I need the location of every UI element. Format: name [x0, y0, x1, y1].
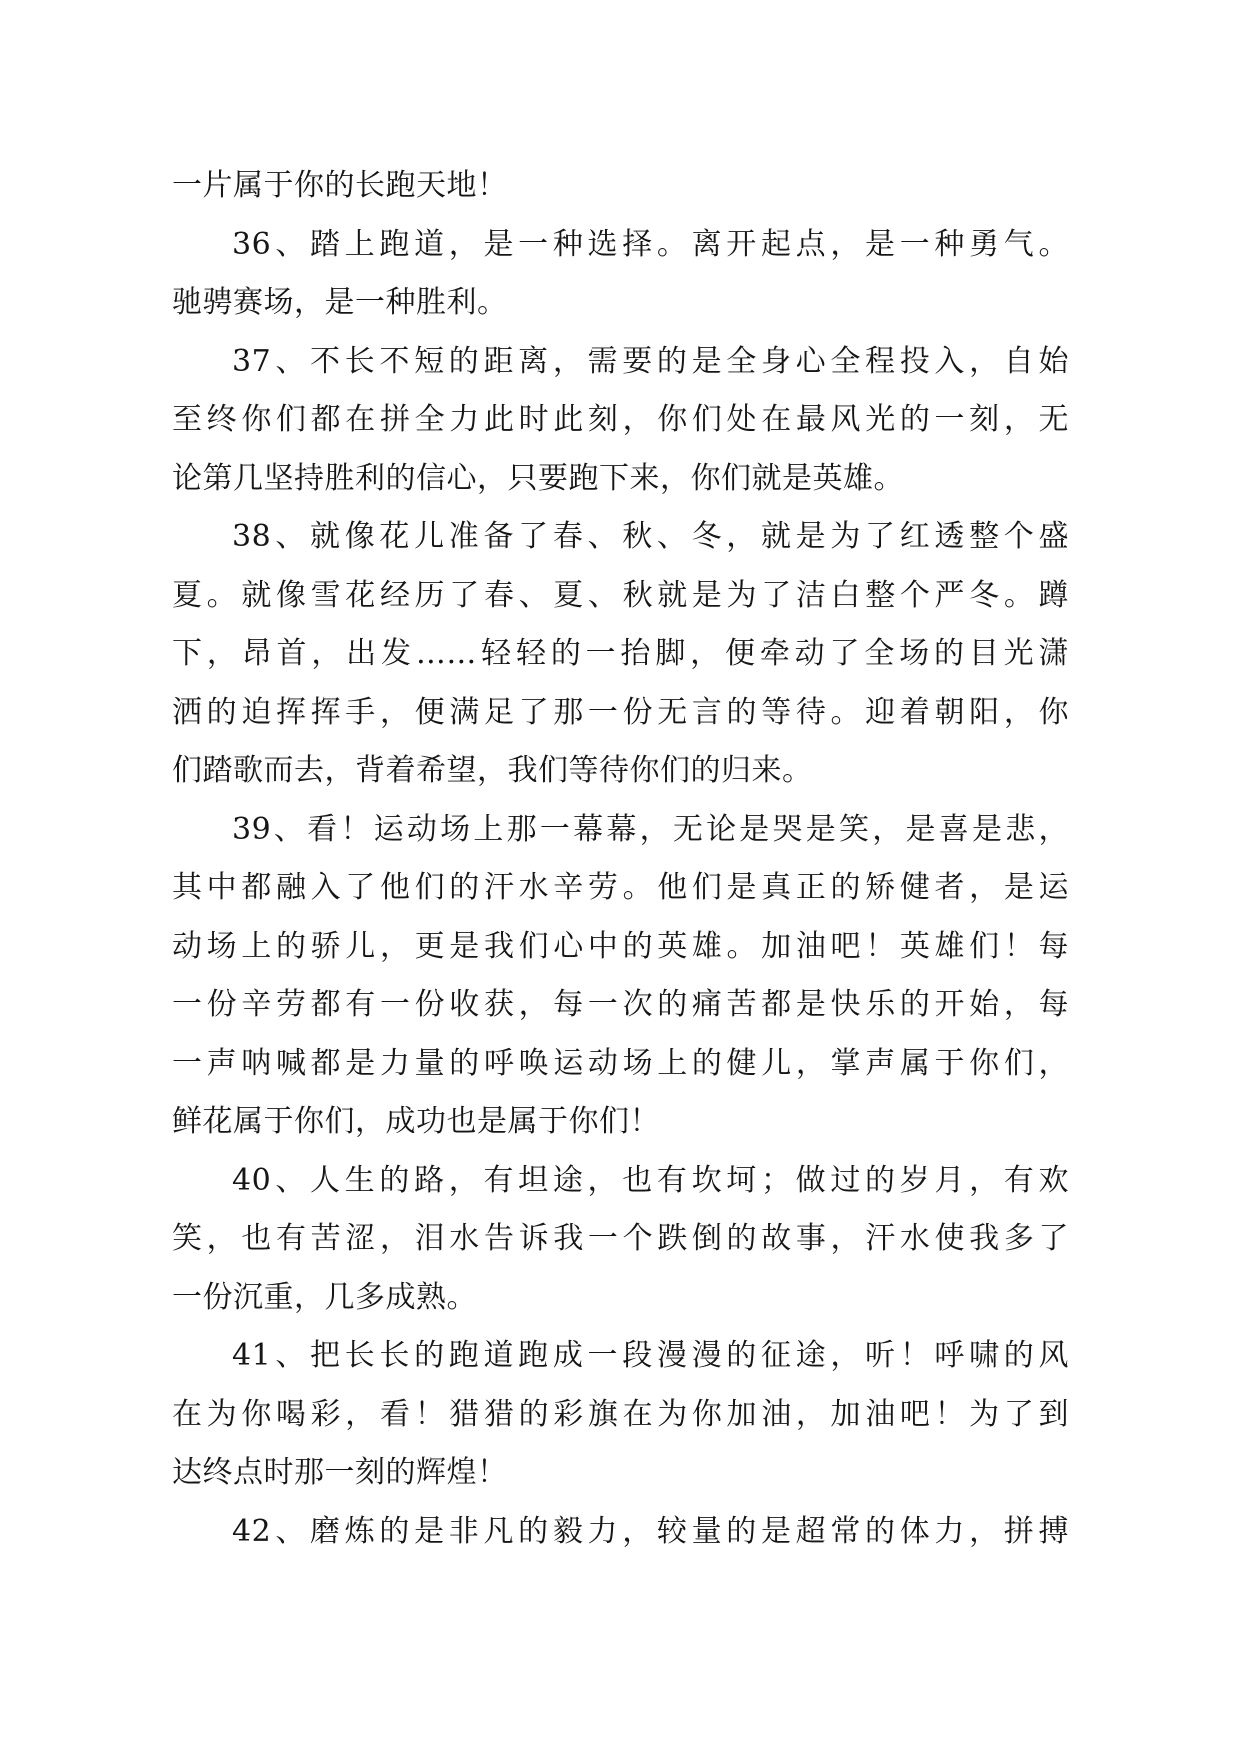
- text-line: 36、踏上跑道，是一种选择。离开起点，是一种勇气。: [232, 226, 1069, 262]
- text-line: 37、不长不短的距离，需要的是全身心全程投入，自始: [232, 343, 1069, 379]
- text-line: 38、就像花儿准备了春、秋、冬，就是为了红透整个盛: [232, 519, 1069, 554]
- text-line: 驰骋赛场，是一种胜利。: [172, 285, 508, 320]
- text-line: 其中都融入了他们的汗水辛劳。他们是真正的矫健者，是运: [172, 870, 1069, 905]
- text-line: 39、看！运动场上那一幕幕，无论是哭是笑，是喜是悲，: [232, 811, 1069, 847]
- text-line: 动场上的骄儿，更是我们心中的英雄。加油吧！英雄们！每: [172, 928, 1069, 964]
- text-line: 40、人生的路，有坦途，也有坎坷；做过的岁月，有欢: [232, 1162, 1069, 1198]
- text-line: 鲜花属于你们，成功也是属于你们！: [172, 1104, 660, 1139]
- text-line: 下，昂首，出发……轻轻的一抬脚，便牵动了全场的目光潇: [172, 636, 1069, 671]
- text-line: 达终点时那一刻的辉煌！: [172, 1455, 508, 1490]
- text-line: 至终你们都在拼全力此时此刻，你们处在最风光的一刻，无: [172, 402, 1069, 437]
- text-line: 论第几坚持胜利的信心，只要跑下来，你们就是英雄。: [172, 460, 904, 496]
- text-line: 们踏歌而去，背着希望，我们等待你们的归来。: [172, 753, 813, 788]
- text-line: 笑，也有苦涩，泪水告诉我一个跌倒的故事，汗水使我多了: [172, 1221, 1069, 1256]
- text-line: 42、磨炼的是非凡的毅力，较量的是超常的体力，拼搏: [232, 1513, 1069, 1549]
- text-line: 一份沉重，几多成熟。: [172, 1279, 477, 1315]
- text-line: 夏。就像雪花经历了春、夏、秋就是为了洁白整个严冬。蹲: [172, 577, 1069, 613]
- text-line: 一声呐喊都是力量的呼唤运动场上的健儿，掌声属于你们，: [172, 1045, 1069, 1081]
- text-line: 41、把长长的跑道跑成一段漫漫的征途，听！呼啸的风: [232, 1338, 1069, 1373]
- document-body: [172, 157, 1069, 1561]
- text-line: 在为你喝彩，看！猎猎的彩旗在为你加油，加油吧！为了到: [172, 1396, 1069, 1432]
- text-line: 一片属于你的长跑天地！: [172, 168, 508, 203]
- text-line: 一份辛劳都有一份收获，每一次的痛苦都是快乐的开始，每: [172, 987, 1069, 1022]
- text-line: 洒的迫挥挥手，便满足了那一份无言的等待。迎着朝阳，你: [172, 694, 1069, 730]
